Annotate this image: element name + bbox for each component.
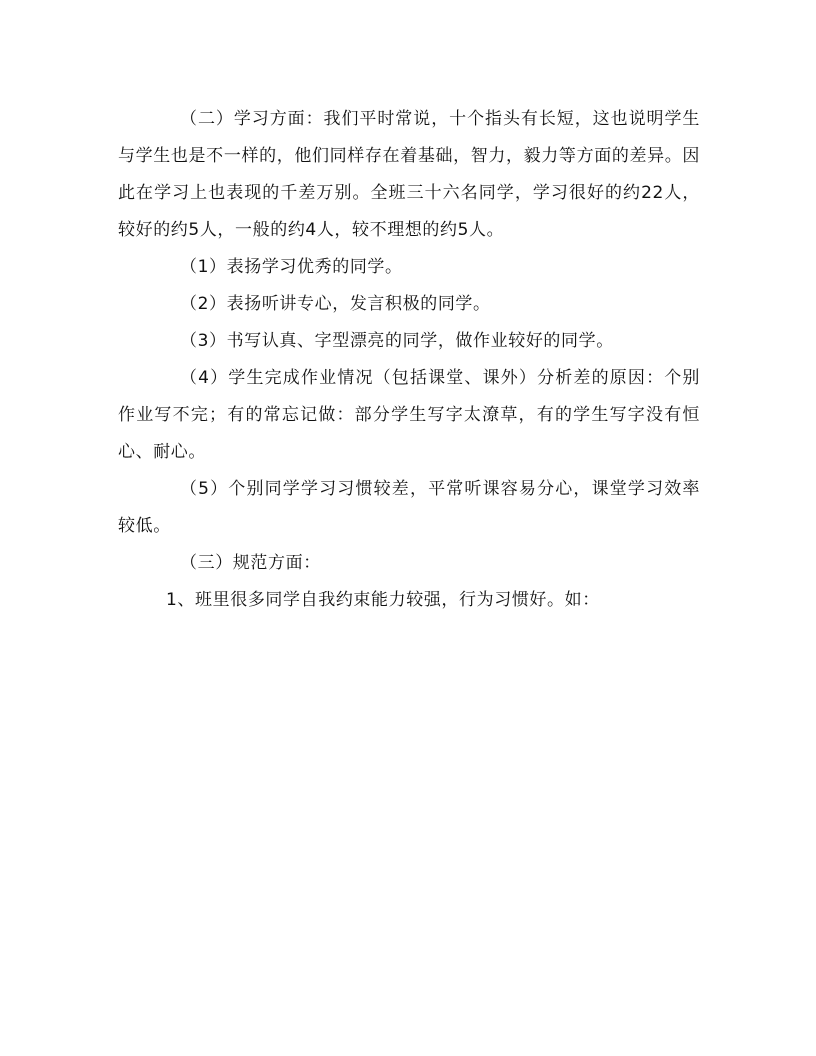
paragraph-item-5: （5）个别同学学习习惯较差，平常听课容易分心，课堂学习效率较低。	[118, 479, 700, 536]
paragraph-item-3: （3）书写认真、字型漂亮的同学，做作业较好的同学。	[180, 331, 614, 351]
document-body	[118, 101, 700, 619]
paragraph-standards-point-1: 1、班里很多同学自我约束能力较强，行为习惯好。如：	[166, 590, 600, 610]
paragraph-study-overview: （二）学习方面：我们平时常说，十个指头有长短，这也说明学生与学生也是不一样的，他们同样存在着基础，智力，毅力等方面的差异。因此在学习上也表现的千差万别。全班三十六名同学，学习很好的约22人，较好的约5人，一般的约4人，较不理想的约5人。	[118, 109, 700, 240]
paragraph-item-4: （4）学生完成作业情况（包括课堂、课外）分析差的原因：个别作业写不完；有的常忘记做：部分学生写字太潦草，有的学生写字没有恒心、耐心。	[118, 368, 700, 462]
paragraph-item-1: （1）表扬学习优秀的同学。	[180, 257, 403, 277]
paragraph-item-2: （2）表扬听讲专心，发言积极的同学。	[180, 294, 491, 314]
paragraph-section-standards: （三）规范方面：	[180, 553, 321, 573]
